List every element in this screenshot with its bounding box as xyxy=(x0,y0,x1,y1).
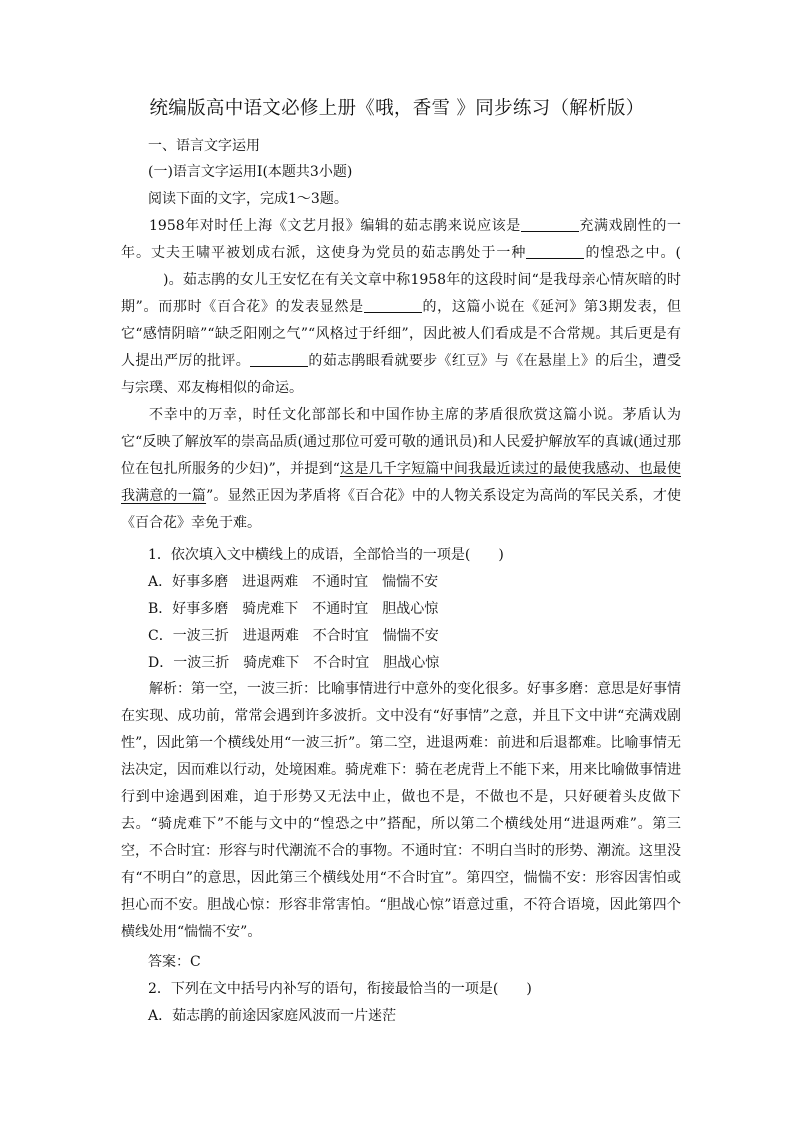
passage-text: 的，这篇小说在《延河》第3期发表，但它“感情阴暗”“缺乏阳刚之气”“风格过于纤细”，因此被人们看成是不合常规。其后更是有人提出严厉的批评。 xyxy=(121,299,682,369)
passage-text: ”。显然正因为茅盾将《百合花》中的人物关系设定为高尚的军民关系，才使《百合花》幸免于难。 xyxy=(121,488,682,531)
passage-text: 不幸中的万幸，时任文化部部长和中国作协主席的茅盾很欣赏这篇小说。茅盾认为它“反映了解放军的崇高品质(通过那位可爱可敬的通讯员)和人民爱护解放军的真诚(通过那位在包扎所服务的少妇)”，并提到“ xyxy=(121,407,681,477)
passage-paragraph-1 xyxy=(121,213,681,402)
fill-blank-3 xyxy=(364,298,422,313)
passage-text: 的惶恐之中。( xyxy=(584,245,681,261)
document-title: 统编版高中语文必修上册《哦，香雪 》同步练习（解析版） xyxy=(149,98,645,119)
analysis-text: 解析：第一空，一波三折：比喻事情进行中意外的变化很多。好事多磨：意思是好事情在实现、成功前，常常会遇到许多波折。文中没有“好事情”之意，并且下文中讲“充满戏剧性”，因此第一个横线处用“一波三折”。第二空，进退两难：前进和后退都难。比喻事情无法决定，因而难以行动，处境困难。骑虎难下：骑在老虎背上不能下来，用来比喻做事情进行到中途遇到困难，迫于形势又无法中止，做也不是，不做也不是，只好硬着头皮做下去。“骑虎难下”不能与文中的“惶恐之中”搭配，所以第二个横线处用“进退两难”。第三空，不合时宜：形容与时代潮流不合的事物。不通时宜：不明白当时的形势、潮流。这里没有“不明白”的意思，因此第三个横线处用“不合时宜”。第四空，惴惴不安：形容因害怕或担心而不安。胆战心惊：形容非常害怕。“胆战心惊”语意过重，不符合语境，因此第四个横线处用“惴惴不安”。 xyxy=(121,681,681,940)
question-1-option-d: D．一波三折 骑虎难下 不合时宜 胆战心惊 xyxy=(148,655,440,671)
fill-blank-2 xyxy=(526,244,584,259)
subsection-heading: (一)语言文字运用Ⅰ(本题共3小题) xyxy=(148,164,353,180)
reading-instruction: 阅读下面的文字，完成1～3题。 xyxy=(148,191,348,207)
passage-text: 1958年对时任上海《文艺月报》编辑的茹志鹃来说应该是 xyxy=(149,218,521,234)
passage-text: )。茹志鹃的女儿王安忆在有关文章中称1958年的这段时间“是我母亲心情灰暗的时期”。而那时《百合花》的发表显然是 xyxy=(121,272,681,315)
question-1-analysis xyxy=(121,676,681,946)
reading-passage xyxy=(121,213,681,537)
passage-text: 的茹志鹃眼看就要步《红豆》与《在悬崖上》的后尘，遭受与宗璞、邓友梅相似的命运。 xyxy=(121,353,682,396)
question-1-stem: 1．依次填入文中横线上的成语，全部恰当的一项是( ) xyxy=(148,547,504,563)
question-1-option-b: B．好事多磨 骑虎难下 不通时宜 胆战心惊 xyxy=(148,601,439,617)
section-heading: 一、语言文字运用 xyxy=(148,138,260,154)
fill-blank-4 xyxy=(250,352,308,367)
question-1-option-a: A．好事多磨 进退两难 不通时宜 惴惴不安 xyxy=(148,574,439,590)
underlined-quote: 这是几千字短篇中间我最近读过的最使我感动、也最使我满意的一篇 xyxy=(121,461,681,504)
question-2-option-a: A．茹志鹃的前途因家庭风波而一片迷茫 xyxy=(148,1008,397,1024)
passage-text: 充满戏剧性的一年。丈夫王啸平被划成右派，这使身为党员的茹志鹃处于一种 xyxy=(121,218,681,261)
fill-blank-1 xyxy=(521,217,579,232)
question-2-stem: 2．下列在文中括号内补写的语句，衔接最恰当的一项是( ) xyxy=(148,981,532,997)
passage-paragraph-2 xyxy=(121,402,681,537)
question-1-option-c: C．一波三折 进退两难 不合时宜 惴惴不安 xyxy=(148,628,439,644)
question-1-answer: 答案：C xyxy=(148,954,201,970)
